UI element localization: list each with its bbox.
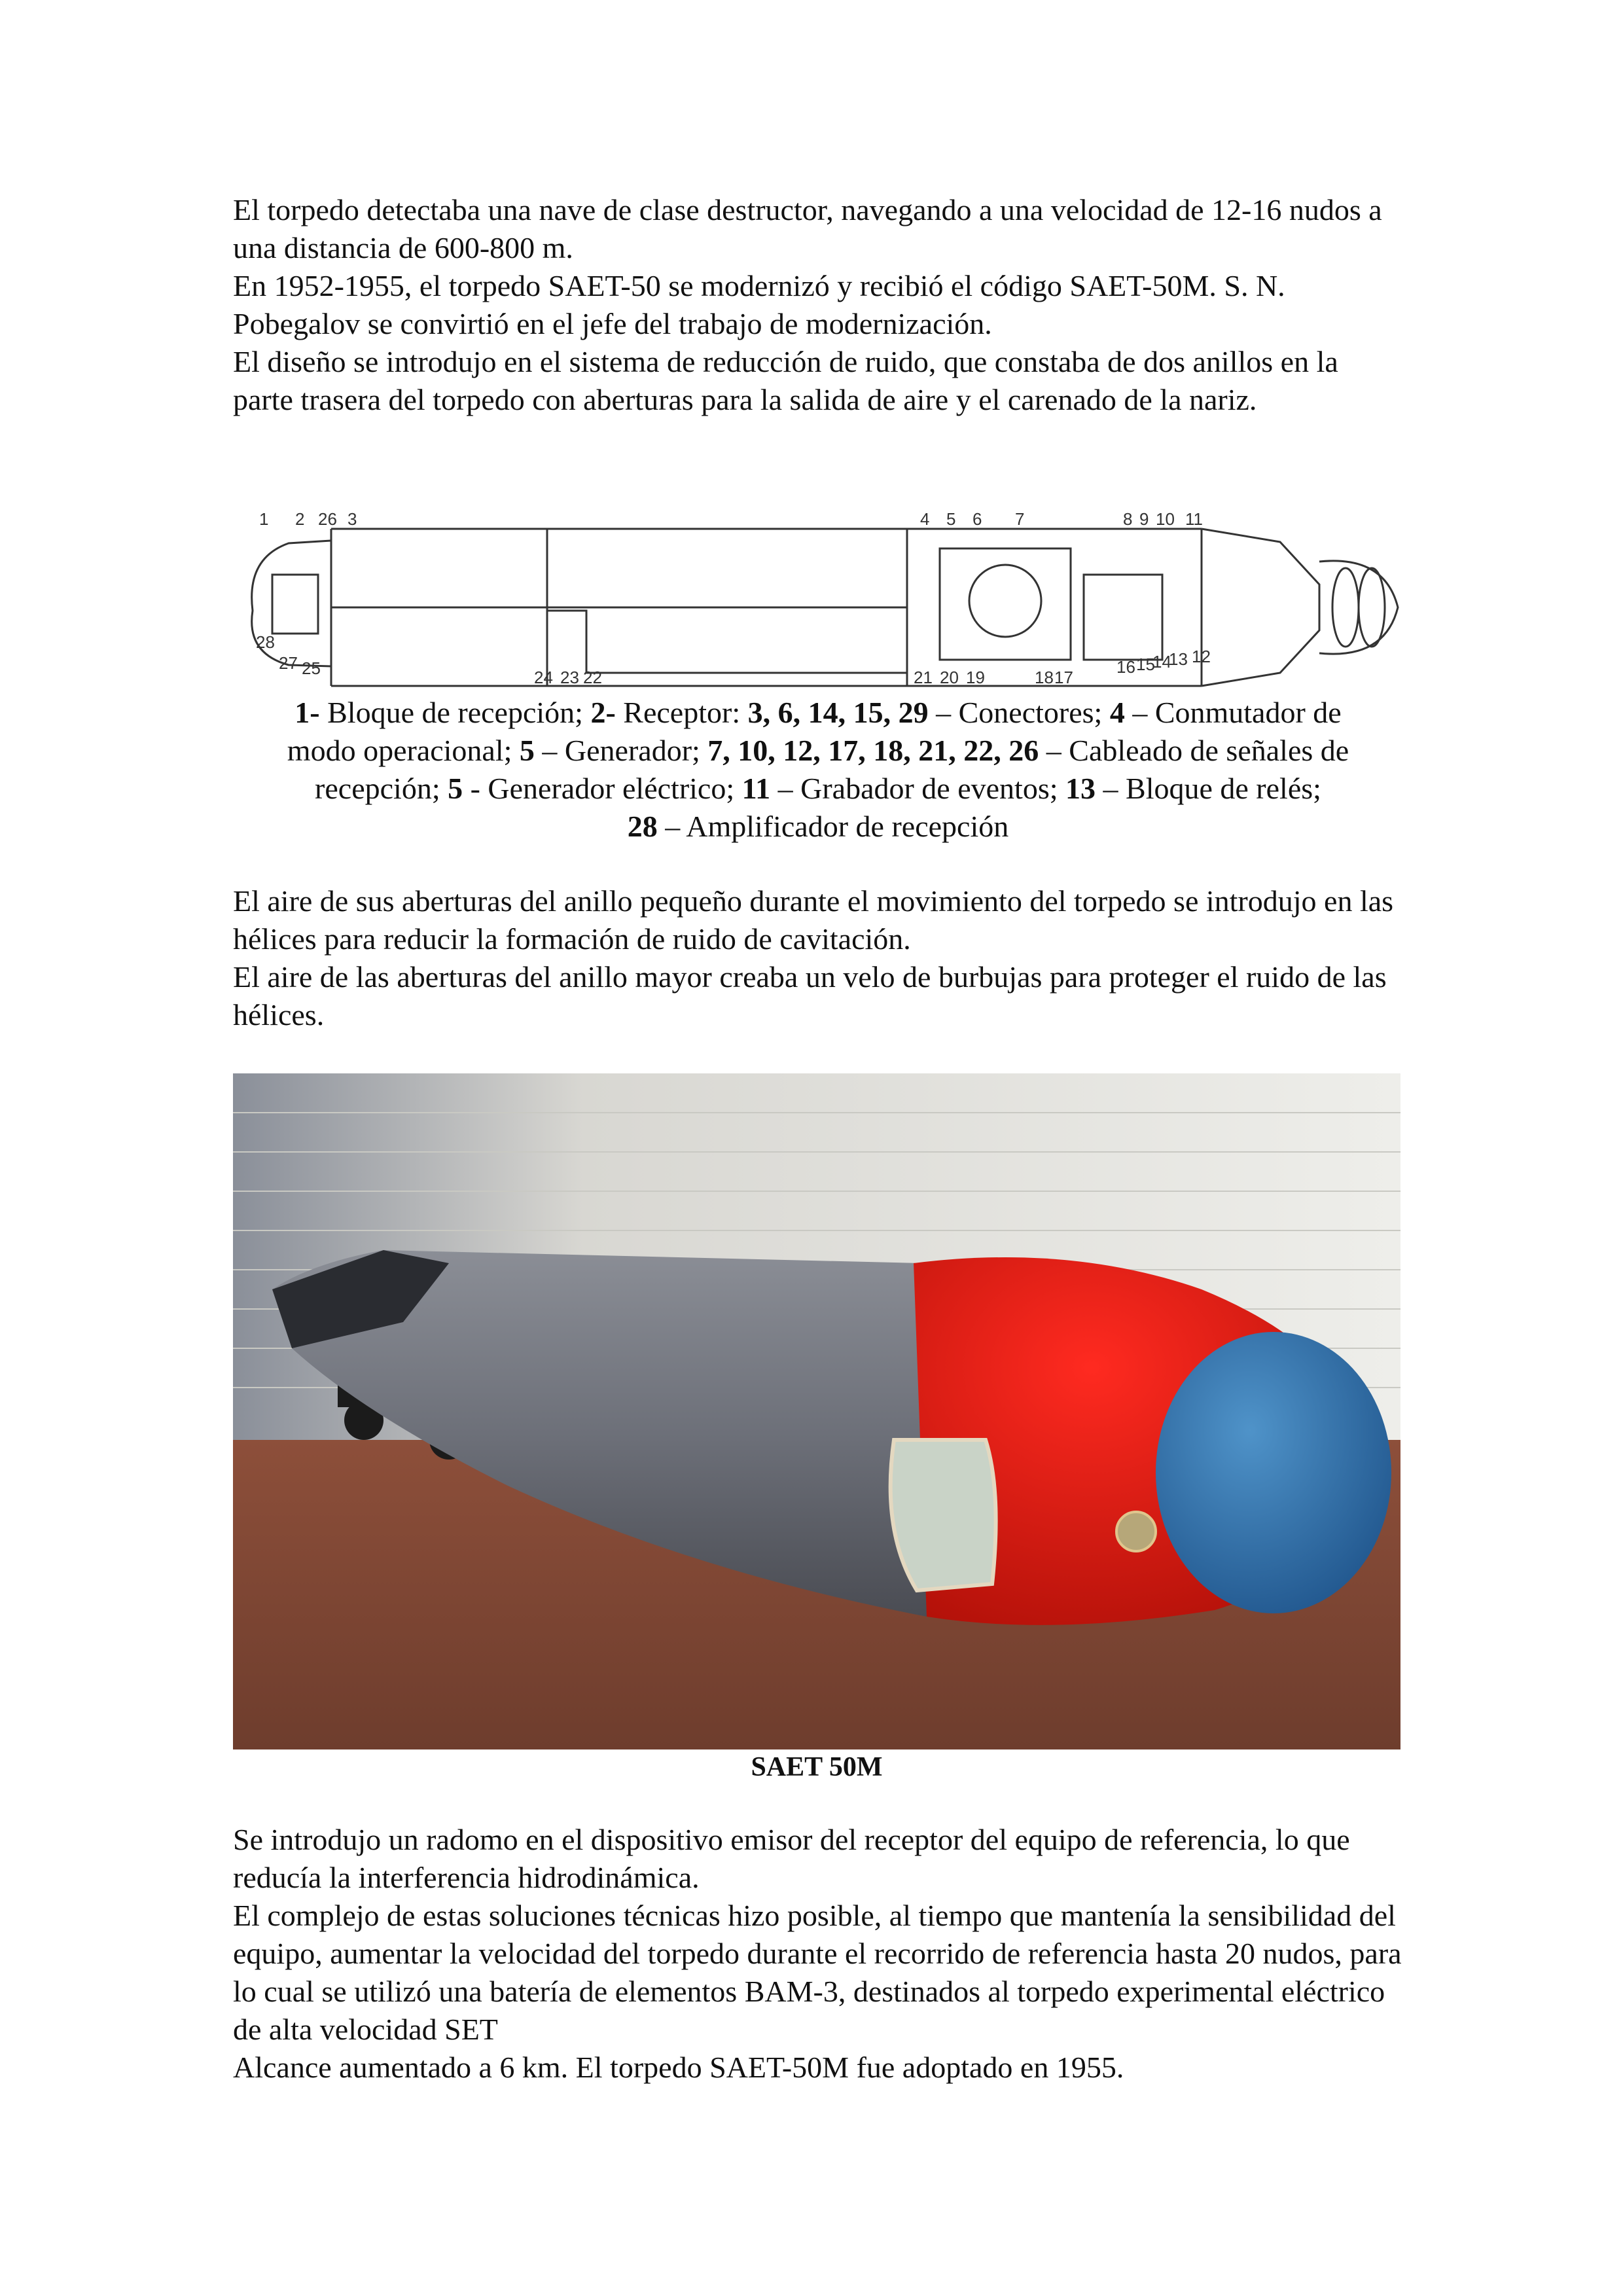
legend-text: Receptor: <box>615 696 748 729</box>
receiver-block <box>272 575 318 634</box>
nose-inspection-window <box>891 1440 996 1590</box>
diagram-label: 3 <box>348 509 357 529</box>
diagram-label: 28 <box>256 632 275 652</box>
relay-block <box>1084 575 1162 660</box>
middle-text <box>233 882 1404 1034</box>
diagram-label: 11 <box>1185 509 1203 529</box>
legend-text: – Cableado de señales de <box>1039 734 1349 767</box>
paragraph: En 1952-1955, el torpedo SAET-50 se modernizó y recibió el código SAET-50M. S. N. Pobegalov se convirtió en el jefe del trabajo de modernización. <box>233 269 1285 340</box>
diagram-label: 6 <box>972 509 982 529</box>
signal-cable <box>547 611 907 673</box>
photo-caption: SAET 50M <box>751 1752 883 1782</box>
legend-number: 11 <box>741 772 771 805</box>
diagram-label: 12 <box>1192 647 1211 666</box>
legend-number: 2- <box>590 696 616 729</box>
legend-text: – Conectores; <box>928 696 1110 729</box>
legend-text: Bloque de recepción; <box>319 696 591 729</box>
diagram-label: 4 <box>920 509 930 529</box>
diagram-label: 7 <box>1015 509 1025 529</box>
diagram-label: 9 <box>1139 509 1149 529</box>
diagram-label: 27 <box>279 653 298 673</box>
legend-line <box>223 732 1414 770</box>
paragraph: Se introdujo un radomo en el dispositivo emisor del receptor del equipo de referencia, lo que reducía la interferencia hidrodinámica. <box>233 1823 1350 1894</box>
torpedo-schematic-diagram <box>233 503 1404 694</box>
diagram-label: 23 <box>560 668 579 687</box>
paragraph: El torpedo detectaba una nave de clase destructor, navegando a una velocidad de 12-16 nudos a una distancia de 600-800 m. <box>233 193 1382 264</box>
diagram-label: 19 <box>966 668 985 687</box>
diagram-label: 24 <box>534 668 553 687</box>
final-text <box>233 1821 1404 2087</box>
legend-text: – Amplificador de recepción <box>657 810 1009 843</box>
diagram-label: 2 <box>295 509 305 529</box>
diagram-label: 5 <box>946 509 956 529</box>
propeller-hub <box>1359 568 1385 647</box>
diagram-label: 18 <box>1035 668 1054 687</box>
diagram-label: 1 <box>259 509 269 529</box>
paragraph: El aire de sus aberturas del anillo pequeño durante el movimiento del torpedo se introdujo en las hélices para reducir la formación de ruido de cavitación. <box>233 884 1394 956</box>
legend-line <box>223 808 1414 846</box>
torpedo-photo <box>233 1073 1400 1749</box>
diagram-label: 16 <box>1116 657 1135 677</box>
legend-text: - Generador eléctrico; <box>463 772 742 805</box>
nose-port <box>1116 1512 1156 1551</box>
diagram-label: 20 <box>940 668 959 687</box>
legend-text: – Grabador de eventos; <box>770 772 1066 805</box>
legend-number: 13 <box>1065 772 1096 805</box>
diagram-label: 22 <box>583 668 602 687</box>
diagram-label: 15 <box>1136 655 1155 674</box>
tail-cone-outline <box>1202 529 1319 686</box>
legend-number: 5 <box>448 772 463 805</box>
legend-text: – Generador; <box>534 734 708 767</box>
torpedo-blue-radome <box>1156 1332 1391 1613</box>
paragraph: El diseño se introdujo en el sistema de reducción de ruido, que constaba de dos anillos en la parte trasera del torpedo con aberturas para la salida de aire y el carenado de la nariz. <box>233 345 1338 416</box>
legend-text: – Conmutador de <box>1124 696 1342 729</box>
legend-number: 4 <box>1109 696 1125 729</box>
diagram-label: 21 <box>914 668 933 687</box>
diagram-label: 17 <box>1054 668 1073 687</box>
diagram-label: 25 <box>302 658 321 678</box>
legend-line <box>223 694 1414 732</box>
legend-text: – Bloque de relés; <box>1096 772 1321 805</box>
diagram-label: 13 <box>1169 649 1188 669</box>
legend-number: 5 <box>519 734 535 767</box>
legend-text: modo operacional; <box>287 734 520 767</box>
propeller-hub <box>1332 568 1359 647</box>
diagram-label: 26 <box>318 509 337 529</box>
legend-text: recepción; <box>315 772 448 805</box>
diagram-label: 14 <box>1152 652 1171 672</box>
generator-rotor <box>969 565 1041 637</box>
legend-number: 7, 10, 12, 17, 18, 21, 22, 26 <box>707 734 1039 767</box>
diagram-label: 10 <box>1156 509 1175 529</box>
diagram-legend <box>223 694 1414 846</box>
legend-number: 3, 6, 14, 15, 29 <box>747 696 929 729</box>
paragraph: El complejo de estas soluciones técnicas hizo posible, al tiempo que mantenía la sensibilidad del equipo, aumentar la velocidad del torpedo durante el recorrido de referencia hasta 20 nudos, para lo cual se utilizó una batería de elementos BAM-3, destinados al torpedo experimental eléctrico de alta velocidad SET <box>233 1899 1402 2046</box>
diagram-label: 8 <box>1123 509 1133 529</box>
intro-text <box>233 191 1404 419</box>
paragraph: El aire de las aberturas del anillo mayor creaba un velo de burbujas para proteger el ruido de las hélices. <box>233 960 1387 1031</box>
legend-number: 1- <box>294 696 320 729</box>
legend-line <box>223 770 1414 808</box>
legend-number: 28 <box>627 810 658 843</box>
paragraph: Alcance aumentado a 6 km. El torpedo SAET-50M fue adoptado en 1955. <box>233 2051 1124 2084</box>
